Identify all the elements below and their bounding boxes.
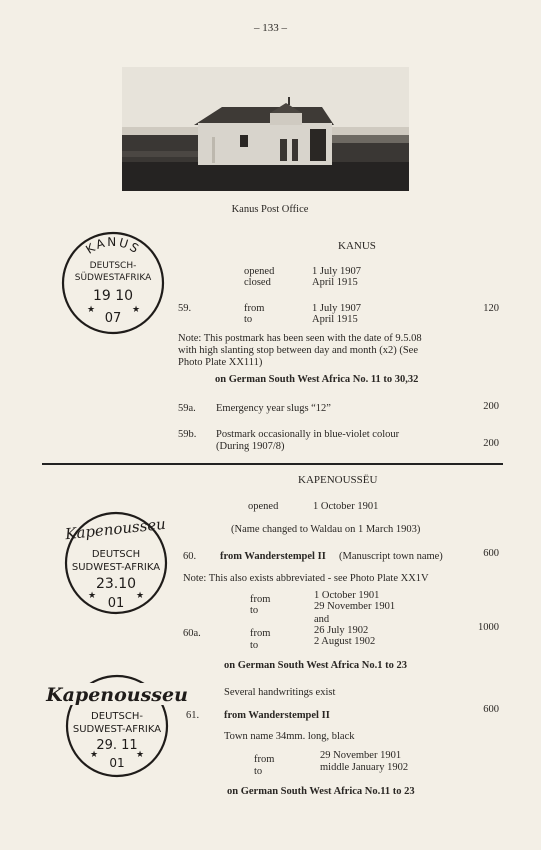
entry-59b-number: 59b. [178, 429, 197, 440]
kanus-note-line3: Photo Plate XX111) [178, 357, 263, 368]
star-icon: ★ [90, 749, 99, 759]
post-office-photo [122, 67, 409, 191]
star-icon: ★ [87, 304, 96, 314]
kapenousseu-handstamp-postmark [46, 669, 188, 779]
kanus-heading: KANUS [338, 240, 376, 252]
entry-59-to-date: April 1915 [312, 314, 358, 325]
photo-caption: Kanus Post Office [231, 204, 309, 215]
entry-59a-price: 200 [483, 401, 499, 412]
entry-60-price: 600 [483, 548, 499, 559]
kap-ms-stamp-line1: DEUTSCH [91, 549, 141, 560]
star-icon: ★ [136, 590, 145, 600]
kanus-stamp-line2: SÜDWESTAFRIKA [74, 273, 152, 283]
entry-61-number: 61. [186, 710, 200, 721]
star-icon: ★ [136, 749, 145, 759]
kanus-stamp-year: 07 [104, 311, 122, 326]
kap-from1-date: 1 October 1901 [314, 590, 380, 601]
kap-handwritings: Several handwritings exist [224, 687, 336, 698]
entry-59b-price: 200 [483, 438, 499, 449]
kap-ms-stamp-town: Kapenousseu [64, 514, 167, 544]
entry-59a-text: Emergency year slugs “12” [216, 403, 331, 414]
entry-59b-text2: (During 1907/8) [216, 441, 285, 452]
kap-ms-stamp-line2: SUDWEST-AFRIKA [71, 562, 161, 573]
kap-from1-label: from [250, 594, 271, 605]
kap-hs-stamp-line1: DEUTSCH- [91, 711, 143, 722]
kap-ms-stamp-year: 01 [107, 596, 125, 611]
kap-reference2: on German South West Africa No.11 to 23 [227, 786, 415, 797]
entry-59b-text1: Postmark occasionally in blue-violet colour [216, 429, 400, 440]
entry-60a-to-label: to [250, 640, 259, 651]
kap-renamed-note: (Name changed to Waldau on 1 March 1903) [231, 524, 421, 535]
entry-59a-number: 59a. [178, 403, 196, 414]
kap-hs-stamp-line2: SUDWEST-AFRIKA [72, 724, 162, 735]
kap-hs-stamp-year: 01 [109, 756, 125, 770]
entry-59-from-label: from [244, 303, 265, 314]
kanus-stamp-date: 19 10 [92, 288, 134, 304]
kap-and-label: and [314, 614, 330, 625]
entry-59-to-label: to [244, 314, 253, 325]
kanus-note-line2: with high slanting stop between day and month (x2) (See [178, 345, 418, 356]
kap-from2-date: 29 November 1901 [320, 750, 402, 761]
section-divider [42, 463, 503, 465]
kap-opened-date: 1 October 1901 [313, 501, 379, 512]
star-icon: ★ [132, 304, 141, 314]
kanus-closed-date: April 1915 [312, 277, 358, 288]
kap-town-name-length: Town name 34mm. long, black [224, 731, 355, 742]
entry-59-number: 59. [178, 303, 192, 314]
entry-60a-from-date: 26 July 1902 [314, 625, 369, 636]
entry-60a-from-label: from [250, 628, 271, 639]
kap-opened-label: opened [248, 501, 279, 512]
kap-hs-stamp-date: 29. 11 [96, 738, 138, 753]
kanus-note-line1: Note: This postmark has been seen with the date of 9.5.08 [178, 333, 422, 344]
kanus-closed-label: closed [244, 277, 271, 288]
kanus-stamp-line1: DEUTSCH- [89, 261, 137, 271]
kanus-stamp-town: KANUS [83, 234, 143, 257]
kanus-opened-label: opened [244, 266, 275, 277]
star-icon: ★ [88, 590, 97, 600]
entry-60a-number: 60a. [183, 628, 201, 639]
kanus-opened-date: 1 July 1907 [312, 266, 362, 277]
entry-59-price: 120 [483, 303, 499, 314]
kap-hs-stamp-town: Kapenousseu [46, 684, 188, 706]
entry-60a-to-date: 2 August 1902 [314, 636, 376, 647]
kapenousseu-manuscript-postmark [63, 510, 169, 616]
kanus-postmark [60, 230, 166, 336]
kap-to2-label: to [254, 766, 263, 777]
entry-60a-price: 1000 [478, 622, 499, 633]
kapenousseu-heading: KAPENOUSSËU [298, 474, 378, 486]
entry-60-title: from Wanderstempel II [220, 551, 326, 562]
entry-59-from-date: 1 July 1907 [312, 303, 362, 314]
kanus-reference: on German South West Africa No. 11 to 30,32 [215, 374, 419, 385]
page-number: – 133 – [254, 22, 287, 34]
kap-to1-date: 29 November 1901 [314, 601, 396, 612]
entry-60-number: 60. [183, 551, 197, 562]
kap-note2: Note: This also exists abbreviated - see Photo Plate XX1V [183, 573, 429, 584]
kap-reference1: on German South West Africa No.1 to 23 [224, 660, 407, 671]
kap-to1-label: to [250, 605, 259, 616]
kap-to2-date: middle January 1902 [320, 762, 409, 773]
kap-ms-stamp-date: 23.10 [95, 576, 137, 592]
entry-61-price: 600 [483, 704, 499, 715]
entry-61-title: from Wanderstempel II [224, 710, 330, 721]
entry-60-note: (Manuscript town name) [339, 551, 443, 562]
kap-from2-label: from [254, 754, 275, 765]
